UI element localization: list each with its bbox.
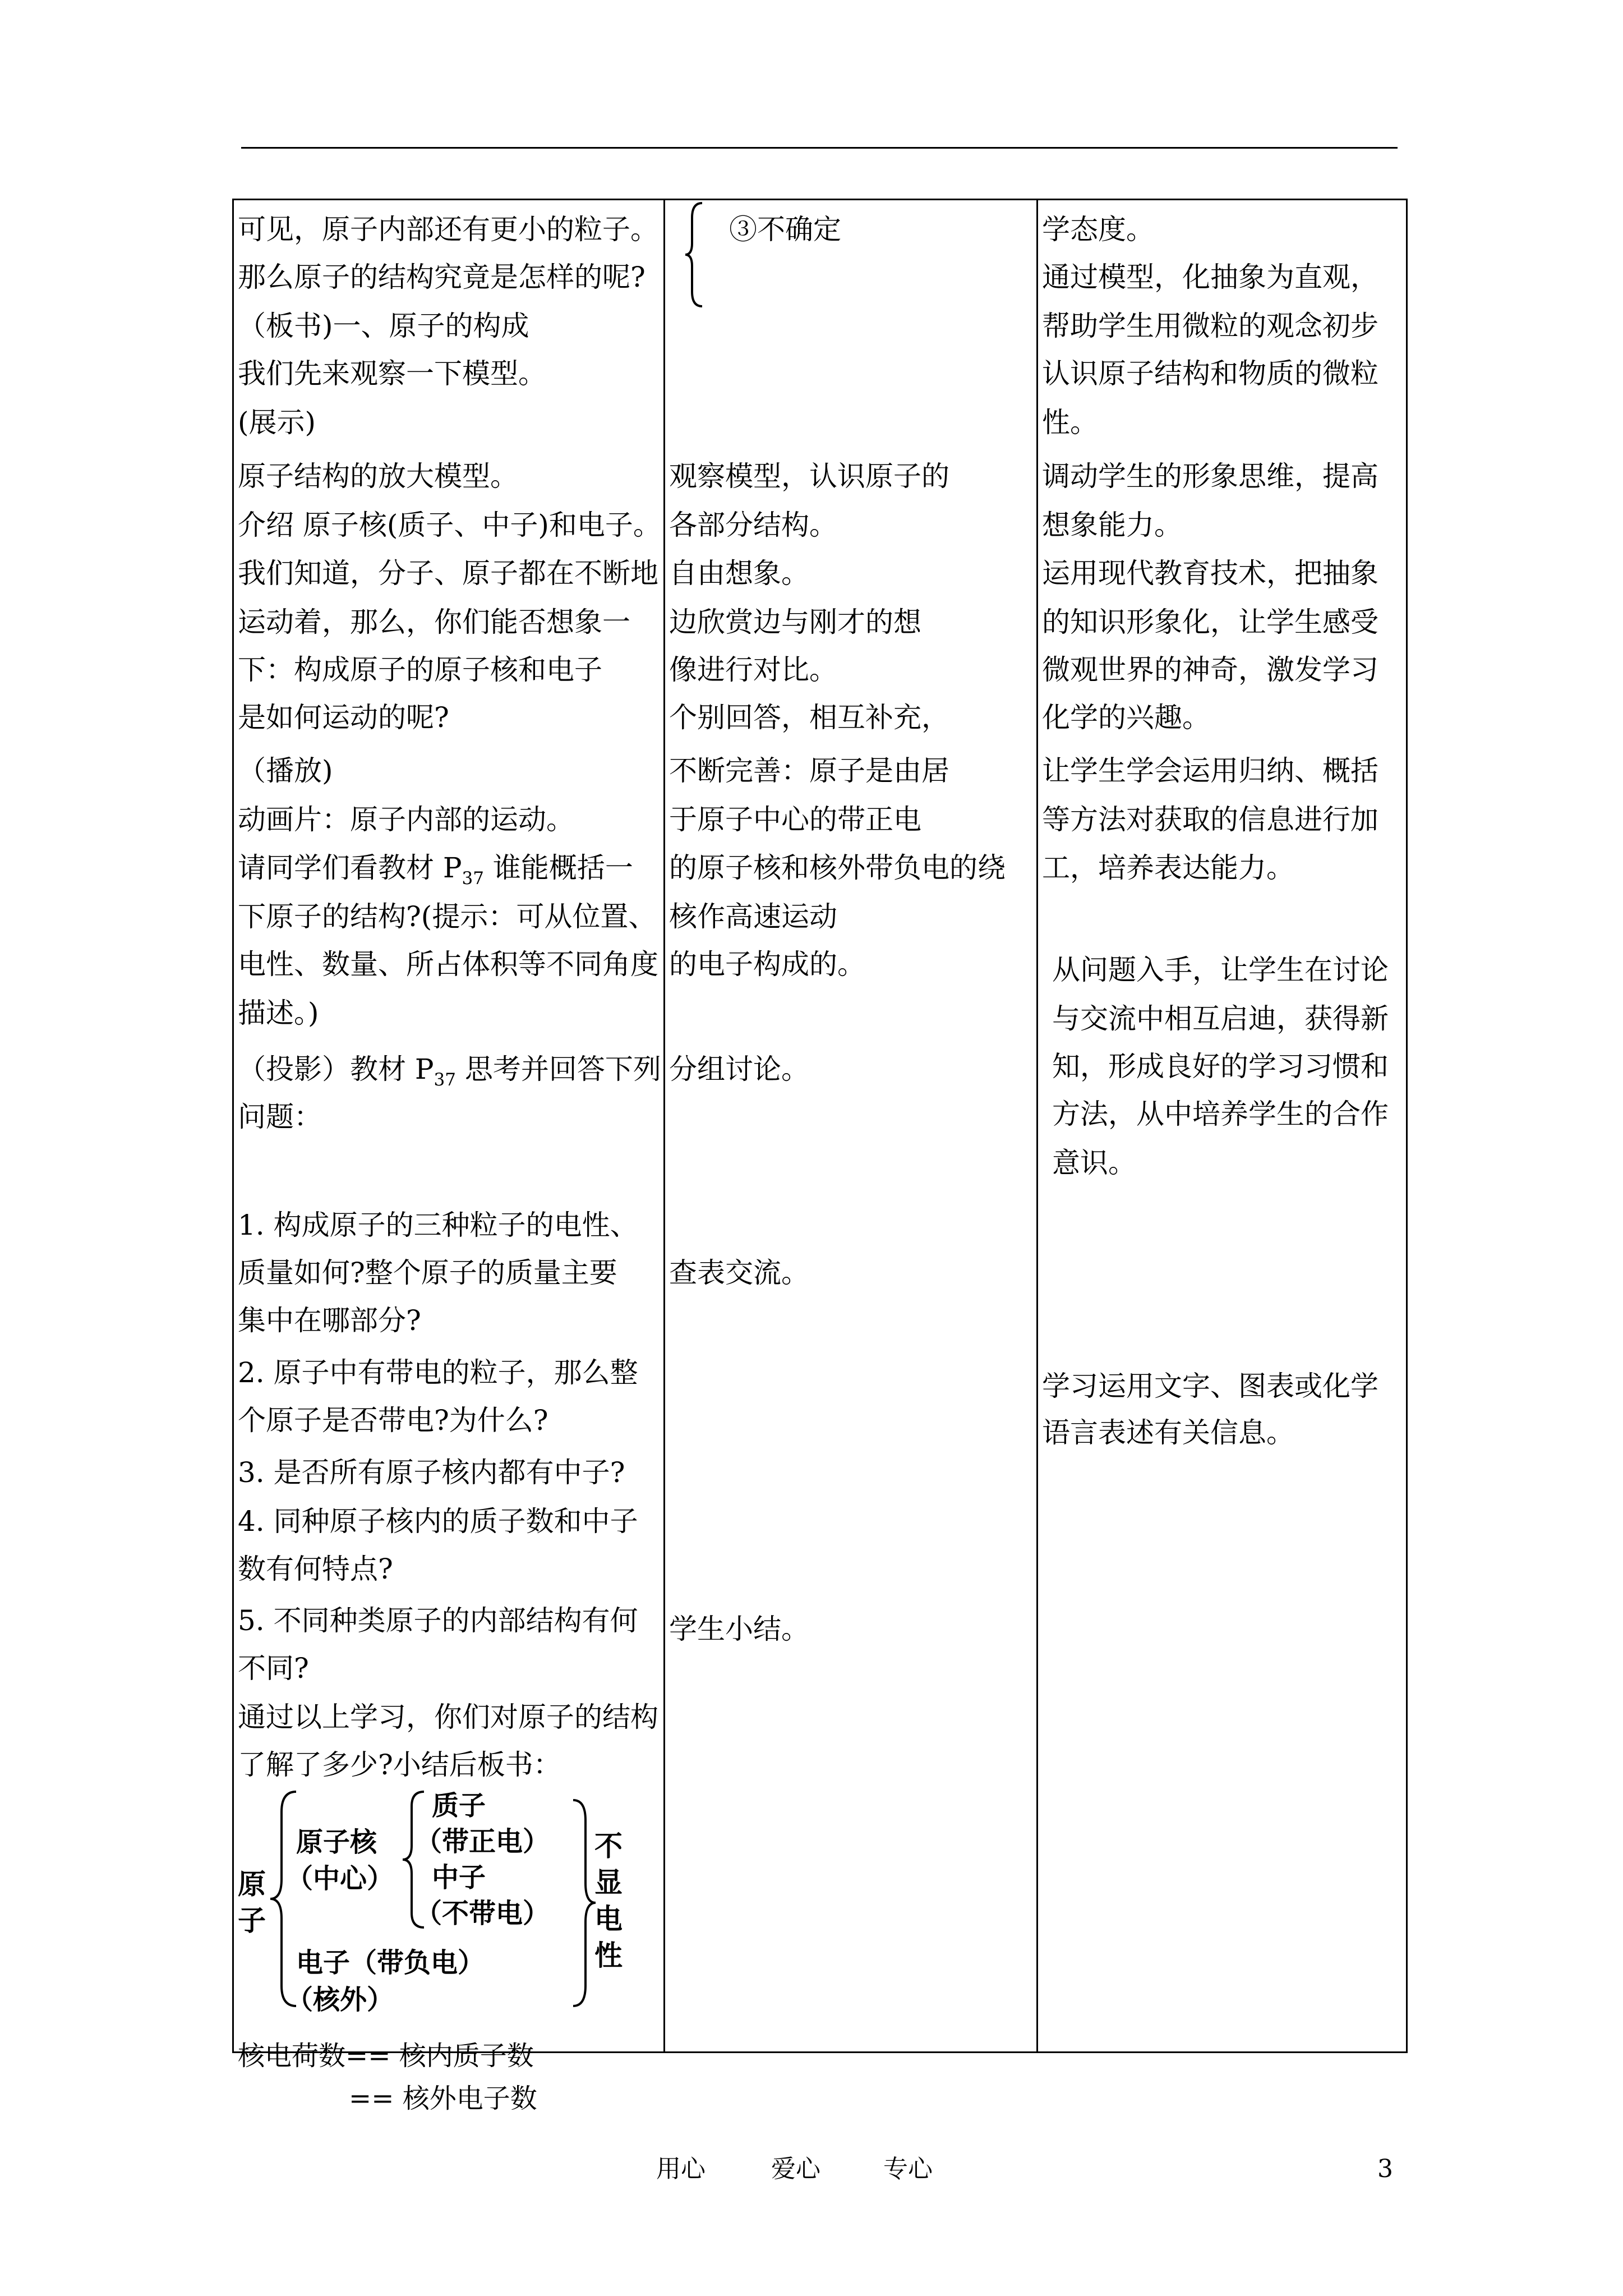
text-line: 于原子中心的带正电 <box>669 803 921 836</box>
page-subscript: 37 <box>434 1070 456 1090</box>
question-line: 2. 原子中有带电的粒子，那么整 <box>238 1356 638 1389</box>
text-line: （播放) <box>238 754 333 787</box>
text-line: 从问题入手，让学生在讨论 <box>1052 954 1389 986</box>
text-line: （板书)一、原子的构成 <box>238 310 529 342</box>
right-brace <box>571 1798 598 2008</box>
electron-label: 电子（带负电） <box>296 1947 485 1978</box>
question-line: 4. 同种原子核内的质子数和中子 <box>238 1505 638 1538</box>
question-line: 了解了多少?小结后板书： <box>238 1749 561 1781</box>
footer-motto: 专心 <box>883 2155 933 2183</box>
question-line: 5. 不同种类原子的内部结构有何 <box>238 1604 638 1637</box>
text-line: 帮助学生用微粒的观念初步 <box>1042 310 1378 342</box>
text-line: 原子结构的放大模型。 <box>238 460 518 493</box>
text-line: 分组讨论。 <box>669 1053 809 1085</box>
text-line: 像进行对比。 <box>669 654 837 686</box>
text-line: 认识原子结构和物质的微粒 <box>1042 357 1378 390</box>
text-line: 知，形成良好的学习习惯和 <box>1052 1050 1389 1083</box>
question-line: 个原子是否带电?为什么? <box>238 1404 548 1437</box>
text-line: ③不确定 <box>729 213 841 246</box>
textbook-prompt-prefix: 请同学们看教材 P <box>238 852 462 884</box>
text-line: 介绍 原子核(质子、中子)和电子。 <box>238 509 661 541</box>
text-line: 语言表述有关信息。 <box>1042 1416 1294 1449</box>
text-line: 通过模型，化抽象为直观， <box>1042 261 1378 293</box>
question-line: 质量如何?整个原子的质量主要 <box>238 1257 617 1289</box>
text-line: 那么原子的结构究竟是怎样的呢? <box>238 261 645 293</box>
text-line: 是如何运动的呢? <box>238 701 449 734</box>
text-line: 查表交流。 <box>669 1257 809 1289</box>
nucleus-label: 原子核 <box>296 1826 377 1858</box>
text-line: 的知识形象化，让学生感受 <box>1042 606 1378 638</box>
atom-label: 子 <box>238 1904 266 1937</box>
text-line: 方法，从中培养学生的合作 <box>1052 1098 1389 1130</box>
question-line: 数有何特点? <box>238 1553 393 1585</box>
text-line: 可见，原子内部还有更小的粒子。 <box>238 213 658 246</box>
text-line: 不断完善：原子是由居 <box>669 754 949 787</box>
column-divider-1 <box>663 199 665 2053</box>
textbook-prompt-suffix: 谁能概括一 <box>484 852 633 884</box>
question-line: 集中在哪部分? <box>238 1304 421 1337</box>
text-line: 的电子构成的。 <box>669 948 865 981</box>
text-line: 观察模型，认识原子的 <box>669 460 949 493</box>
text-line: 的原子核和核外带负电的绕 <box>669 852 1006 884</box>
text-line: 学态度。 <box>1042 213 1154 246</box>
text-line: 下原子的结构?(提示：可从位置、 <box>238 900 657 933</box>
text-line: 动画片：原子内部的运动。 <box>238 803 574 836</box>
text-line: 电性、数量、所占体积等不同角度 <box>238 948 658 981</box>
question-line: 1. 构成原子的三种粒子的电性、 <box>238 1209 638 1241</box>
left-brace <box>683 201 706 309</box>
text-line: 描述。) <box>238 997 319 1029</box>
text-line: 我们知道，分子、原子都在不断地 <box>238 557 658 590</box>
charge-equation: 核电荷数== 核内质子数 <box>238 2040 534 2072</box>
neutral-label: 不 <box>594 1830 623 1862</box>
text-line: 运动着，那么，你们能否想象一 <box>238 606 630 638</box>
text-line: 个别回答，相互补充， <box>669 701 949 734</box>
proton-label: 质子 <box>432 1790 486 1821</box>
text-line: 学习运用文字、图表或化学 <box>1042 1370 1378 1402</box>
nucleus-position: （中心） <box>286 1863 394 1894</box>
proton-charge: （带正电） <box>415 1826 550 1857</box>
text-line: 核作高速运动 <box>669 900 837 933</box>
text-line: 调动学生的形象思维，提高 <box>1042 460 1378 493</box>
column-divider-2 <box>1036 199 1038 2053</box>
header-rule <box>241 147 1398 149</box>
footer-motto: 用心 <box>656 2155 706 2183</box>
text-line: 想象能力。 <box>1042 509 1182 541</box>
text-line: 与交流中相互启迪，获得新 <box>1052 1002 1389 1035</box>
textbook-prompt <box>238 852 633 895</box>
question-line: 不同? <box>238 1652 309 1685</box>
question-line: 3. 是否所有原子核内都有中子? <box>238 1456 625 1489</box>
text-line: 我们先来观察一下模型。 <box>238 357 546 390</box>
projection-prompt-prefix: （投影）教材 P <box>238 1053 434 1085</box>
text-line: 问题： <box>238 1101 322 1133</box>
text-line: (展示) <box>238 406 316 439</box>
text-line: 化学的兴趣。 <box>1042 701 1210 734</box>
text-line: 各部分结构。 <box>669 509 837 541</box>
text-line: 工，培养表达能力。 <box>1042 852 1294 884</box>
neutral-label: 电 <box>594 1903 623 1935</box>
charge-equation: == 核外电子数 <box>349 2083 537 2114</box>
electron-position: （核外） <box>286 1984 394 2016</box>
neutral-label: 显 <box>594 1866 623 1899</box>
text-line: 性。 <box>1042 406 1098 439</box>
text-line: 等方法对获取的信息进行加 <box>1042 803 1378 836</box>
page-subscript: 37 <box>462 868 484 889</box>
projection-prompt-suffix: 思考并回答下列 <box>456 1053 661 1085</box>
text-line: 自由想象。 <box>669 557 809 590</box>
page-number: 3 <box>1377 2155 1393 2183</box>
footer-motto: 爱心 <box>771 2155 820 2183</box>
neutral-label: 性 <box>594 1939 623 1972</box>
neutron-label: 中子 <box>432 1862 486 1893</box>
atom-label: 原 <box>238 1868 266 1901</box>
neutron-charge: （不带电） <box>415 1898 550 1929</box>
projection-prompt <box>238 1053 661 1096</box>
text-line: 下：构成原子的原子核和电子 <box>238 654 602 686</box>
text-line: 微观世界的神奇，激发学习 <box>1042 654 1378 686</box>
question-line: 通过以上学习，你们对原子的结构 <box>238 1701 658 1733</box>
text-line: 意识。 <box>1052 1147 1136 1179</box>
text-line: 运用现代教育技术，把抽象 <box>1042 557 1378 590</box>
text-line: 边欣赏边与刚才的想 <box>669 606 921 638</box>
text-line: 学生小结。 <box>669 1613 809 1645</box>
text-line: 让学生学会运用归纳、概括 <box>1042 754 1378 787</box>
